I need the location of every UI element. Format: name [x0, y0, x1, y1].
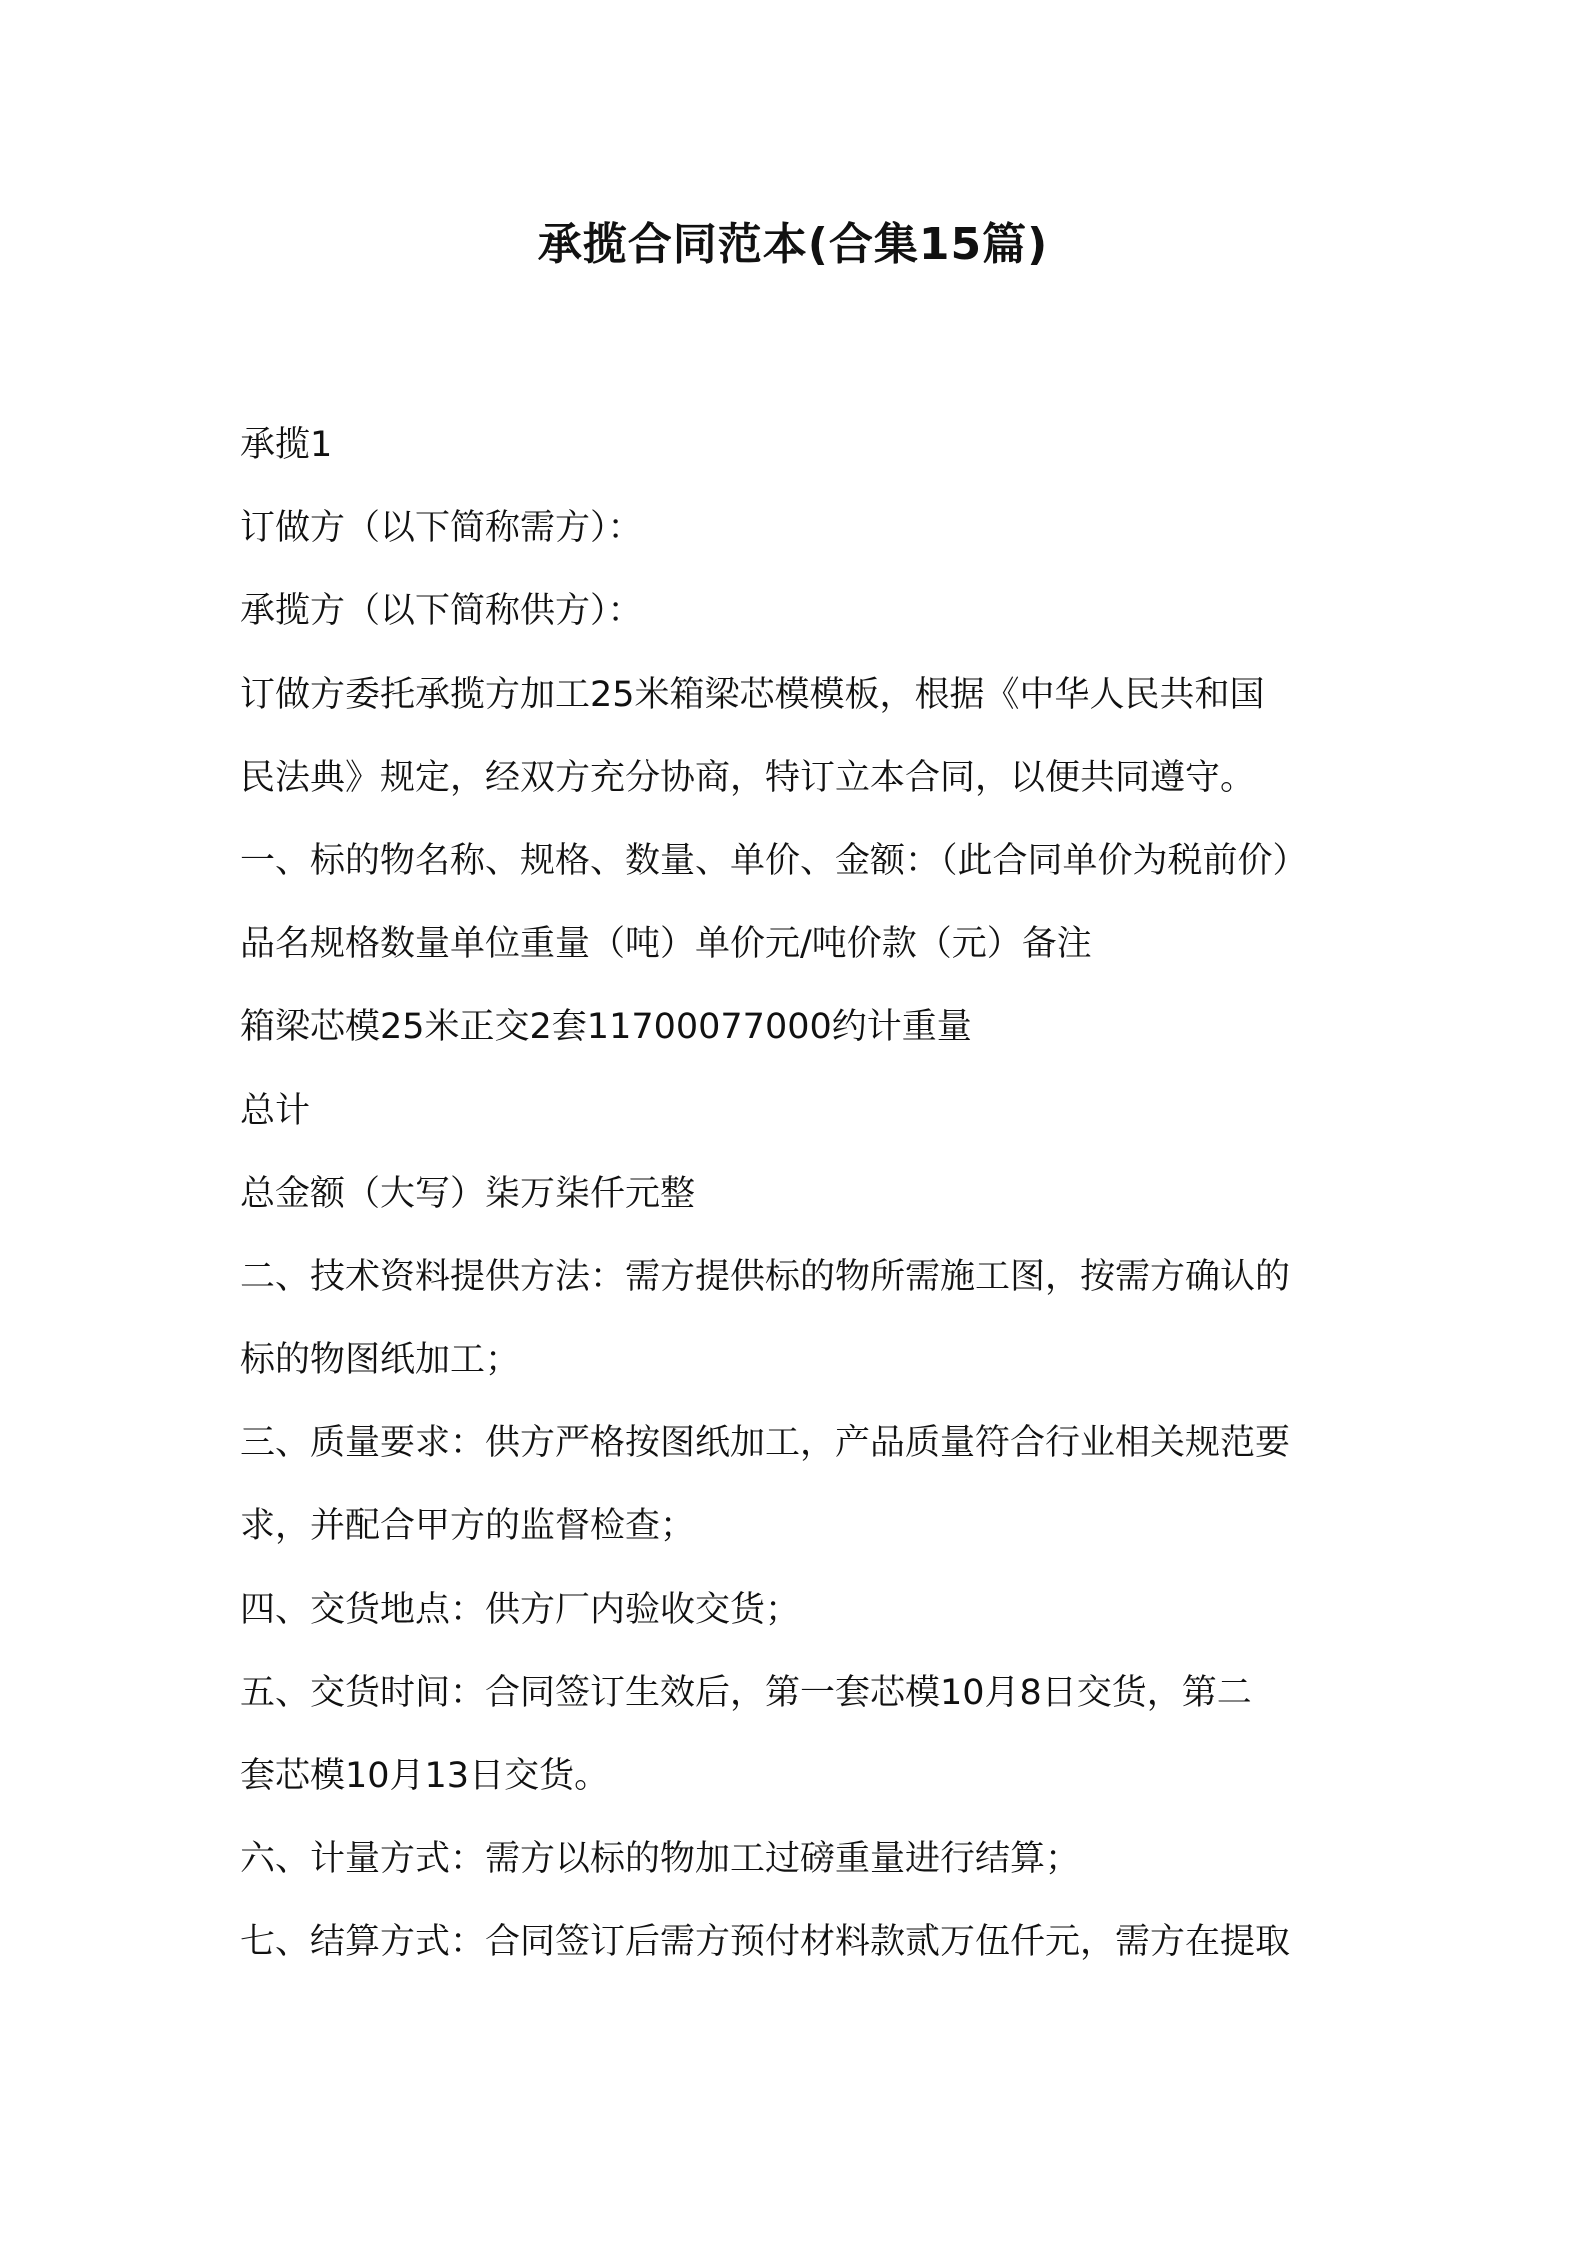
text-line-clause-1: 一、标的物名称、规格、数量、单价、金额：（此合同单价为税前价）	[240, 840, 1308, 881]
text-line-clause-5: 五、交货时间：合同签订生效后，第一套芯模10月8日交货，第二	[240, 1672, 1252, 1713]
text-line-total-amount: 总金额（大写）柒万柒仟元整	[240, 1173, 696, 1214]
text-line-clause-2: 二、技术资料提供方法：需方提供标的物所需施工图，按需方确认的	[240, 1256, 1291, 1297]
text-line-preamble: 民法典》规定，经双方充分协商，特订立本合同，以便共同遵守。	[240, 757, 1256, 798]
text-line-table-header: 品名规格数量单位重量（吨）单价元/吨价款（元）备注	[240, 924, 1092, 965]
text-line-clause-7: 七、结算方式：合同签订后需方预付材料款贰万伍仟元，需方在提取	[240, 1922, 1291, 1963]
text-line-clause-3: 三、质量要求：供方严格按图纸加工，产品质量符合行业相关规范要	[240, 1423, 1291, 1464]
document-body	[240, 404, 1360, 1985]
text-line-clause-4: 四、交货地点：供方厂内验收交货；	[240, 1589, 801, 1630]
text-line-heading: 承揽1	[240, 425, 333, 465]
text-line-clause-5: 套芯模10月13日交货。	[240, 1756, 610, 1796]
text-line-clause-3: 求，并配合甲方的监督检查；	[240, 1506, 696, 1547]
text-line-table-row: 箱梁芯模25米正交2套11700077000约计重量	[240, 1007, 972, 1048]
text-line-party-a: 订做方（以下简称需方）：	[240, 508, 643, 549]
text-line-total: 总计	[240, 1090, 311, 1131]
text-line-preamble: 订做方委托承揽方加工25米箱梁芯模模板，根据《中华人民共和国	[240, 674, 1265, 715]
document-title: 承揽合同范本(合集15篇)	[537, 219, 1049, 270]
text-line-clause-2: 标的物图纸加工；	[240, 1340, 521, 1381]
text-line-party-b: 承揽方（以下简称供方）：	[240, 591, 643, 632]
text-line-clause-6: 六、计量方式：需方以标的物加工过磅重量进行结算；	[240, 1839, 1081, 1880]
